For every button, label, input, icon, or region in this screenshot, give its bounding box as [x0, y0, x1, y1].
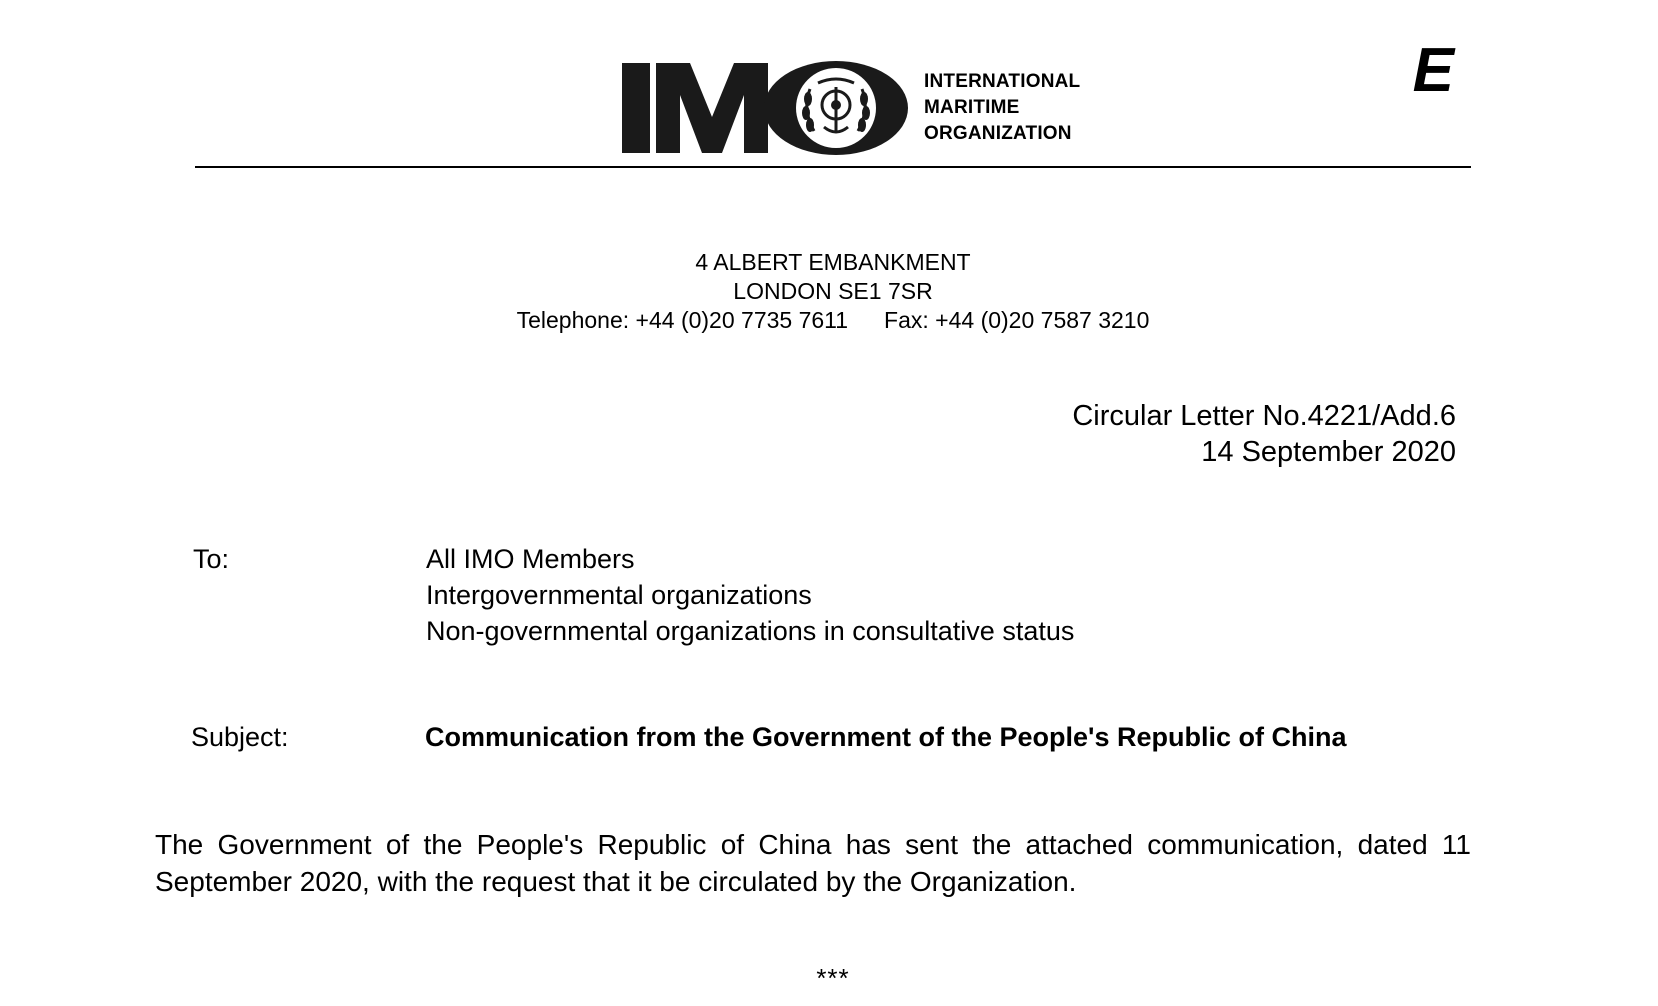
imo-emblem-icon	[622, 59, 910, 157]
imo-logo	[622, 58, 1080, 158]
letter-date: 14 September 2020	[1201, 436, 1456, 468]
body-paragraph: The Government of the People's Republic of China has sent the attached communication, dated 11 September 2020, with the request that it be circulated by the Organization.	[155, 829, 1471, 897]
org-name-line-1: INTERNATIONAL	[924, 71, 1081, 92]
organization-name	[924, 69, 1080, 147]
fax: Fax: +44 (0)20 7587 3210	[884, 307, 1150, 333]
to-label: To:	[193, 544, 230, 574]
reference-block	[1072, 398, 1456, 470]
address-street: 4 ALBERT EMBANKMENT	[695, 249, 971, 275]
header-divider	[195, 166, 1471, 168]
section-separator: ***	[816, 963, 850, 993]
recipient-item: All IMO Members	[426, 544, 635, 574]
subject-text: Communication from the Government of the People's Republic of China	[425, 722, 1347, 752]
recipient-item: Non-governmental organizations in consultative status	[426, 616, 1075, 646]
recipients-list	[426, 541, 1074, 649]
recipient-item: Intergovernmental organizations	[426, 580, 812, 610]
contact-line	[0, 306, 1658, 335]
language-mark: E	[1412, 36, 1454, 105]
circular-letter-number: Circular Letter No.4221/Add.6	[1072, 400, 1456, 432]
org-name-line-3: ORGANIZATION	[924, 123, 1072, 144]
subject-label: Subject:	[191, 722, 289, 752]
org-name-line-2: MARITIME	[924, 97, 1020, 118]
telephone: Telephone: +44 (0)20 7735 7611	[516, 307, 849, 333]
address-city: LONDON SE1 7SR	[733, 278, 933, 304]
address-block	[0, 248, 1658, 335]
